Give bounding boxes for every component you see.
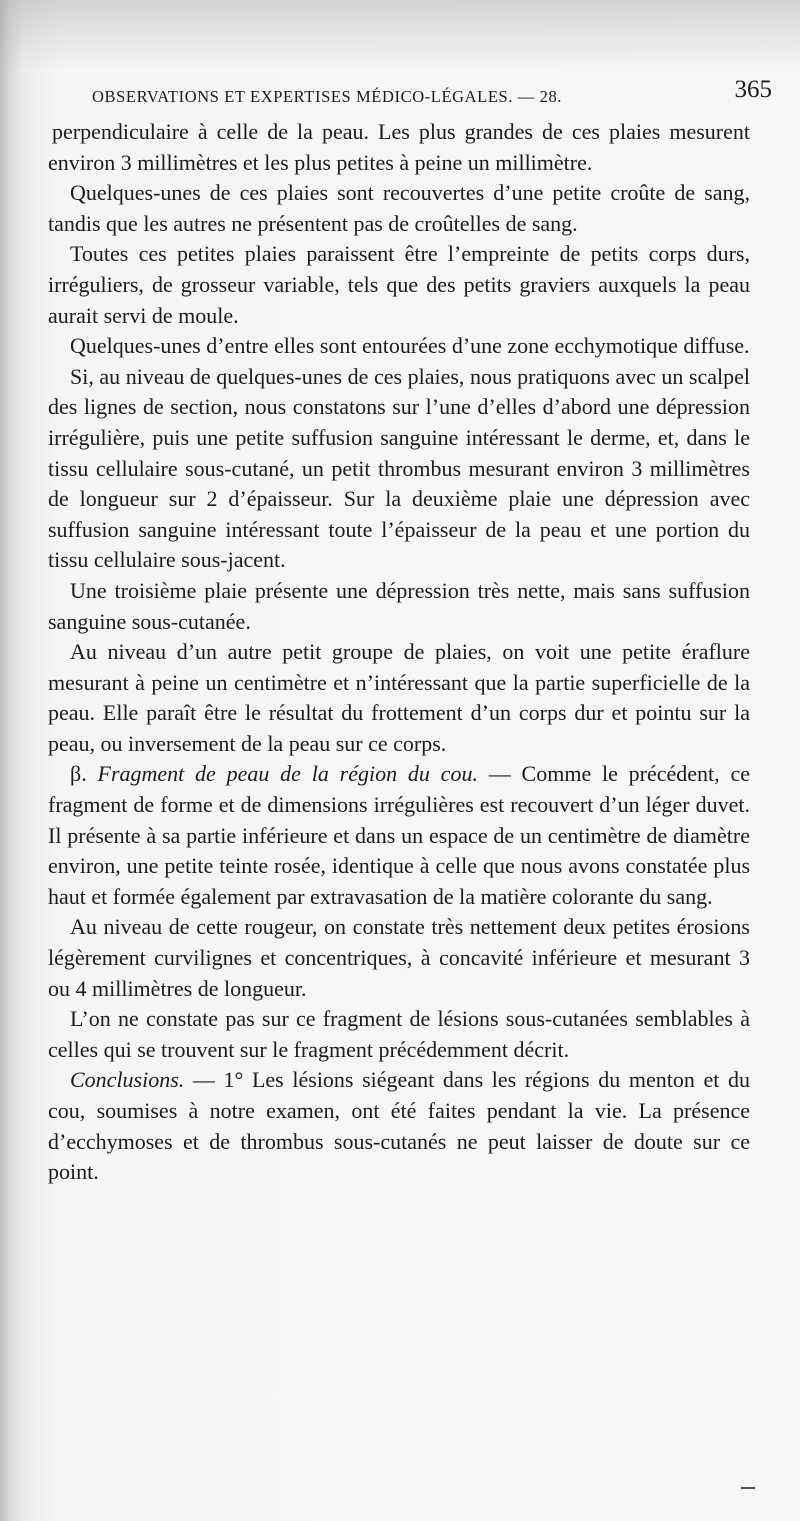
paragraph: Au niveau de cette rougeur, on constate très nettement deux petites érosions légèrement curvilignes et concentriques, à concavité inférieure et mesurant 3 ou 4 millimètres de longueur. bbox=[48, 914, 750, 1001]
running-title bbox=[92, 87, 562, 107]
paragraph: Toutes ces petites plaies paraissent être l’empreinte de petits corps durs, irréguliers, de grosseur variable, tels que des petits graviers auxquels la peau aurait servi de moule. bbox=[48, 241, 750, 328]
fragment-paragraph bbox=[48, 759, 750, 912]
paragraph: perpendiculaire à celle de la peau. Les plus grandes de ces plaies mesurent environ 3 millimètres et les plus petites à peine un millimètre. bbox=[48, 119, 750, 175]
conclusions-text: — 1° Les lésions siégeant dans les régions du menton et du cou, soumises à notre examen, ont été faites pendant la vie. La présence d’ecchymoses et de thrombus sous-cutanés ne peut laisser de doute sur ce point. bbox=[48, 1067, 750, 1185]
paragraph: L’on ne constate pas sur ce fragment de lésions sous-cutanées semblables à celles qui se trouvent sur le fragment précédemment décrit. bbox=[48, 1006, 750, 1062]
page-number: 365 bbox=[734, 76, 772, 103]
conclusions-paragraph bbox=[48, 1065, 750, 1187]
section-number: — 28. bbox=[517, 87, 563, 106]
page-mark bbox=[741, 1487, 755, 1489]
paragraph: Une troisième plaie présente une dépression très nette, mais sans suffusion sanguine sous-cutanée. bbox=[48, 577, 750, 634]
body-text bbox=[48, 117, 750, 1188]
paragraph: Si, au niveau de quelques-unes de ces plaies, nous pratiquons avec un scalpel des lignes de section, nous constatons sur l’une d’elles d’abord une dépression irrégulière, puis une petite suffusion sanguine intéressant le derme, et, dans le tissu cellulaire sous-cutané, un petit thrombus mesurant environ 3 millimètres de longueur sur 2 d’épaisseur. Sur la deuxième plaie une dépression avec suffusion sanguine intéressant toute l’épaisseur de la peau et une portion du tissu cellulaire sous-jacent. bbox=[48, 363, 750, 573]
fragment-label: β. bbox=[70, 761, 87, 787]
paragraph: Quelques-unes de ces plaies sont recouvertes d’une petite croûte de sang, tandis que les autres ne présentent pas de croûtelles de sang. bbox=[48, 180, 750, 236]
paragraph: Au niveau d’un autre petit groupe de plaies, on voit une petite éraflure mesurant à peine un centimètre et n’intéressant que la partie superficielle de la peau. Elle paraît être le résultat du frottement d’un corps dur et pointu sur la peau, ou inversement de la peau sur ce corps. bbox=[48, 639, 750, 756]
paragraph: Quelques-unes d’entre elles sont entourées d’une zone ecchymotique diffuse. bbox=[70, 333, 750, 359]
running-title-text: OBSERVATIONS ET EXPERTISES MÉDICO-LÉGALES. bbox=[92, 87, 514, 106]
fragment-title: Fragment de peau de la région du cou. bbox=[97, 761, 478, 787]
conclusions-label: Conclusions. bbox=[70, 1067, 185, 1093]
fragment-text: — Comme le précédent, ce fragment de forme et de dimensions irrégulières est recouvert d’un léger duvet. Il présente à sa partie inférieure et dans un espace de un centimètre de diamètre environ, une petite teinte rosée, identique à celle que nous avons constatée plus haut et formée également par extravasation de la matière colorante du sang. bbox=[48, 761, 750, 909]
running-header bbox=[92, 76, 772, 112]
